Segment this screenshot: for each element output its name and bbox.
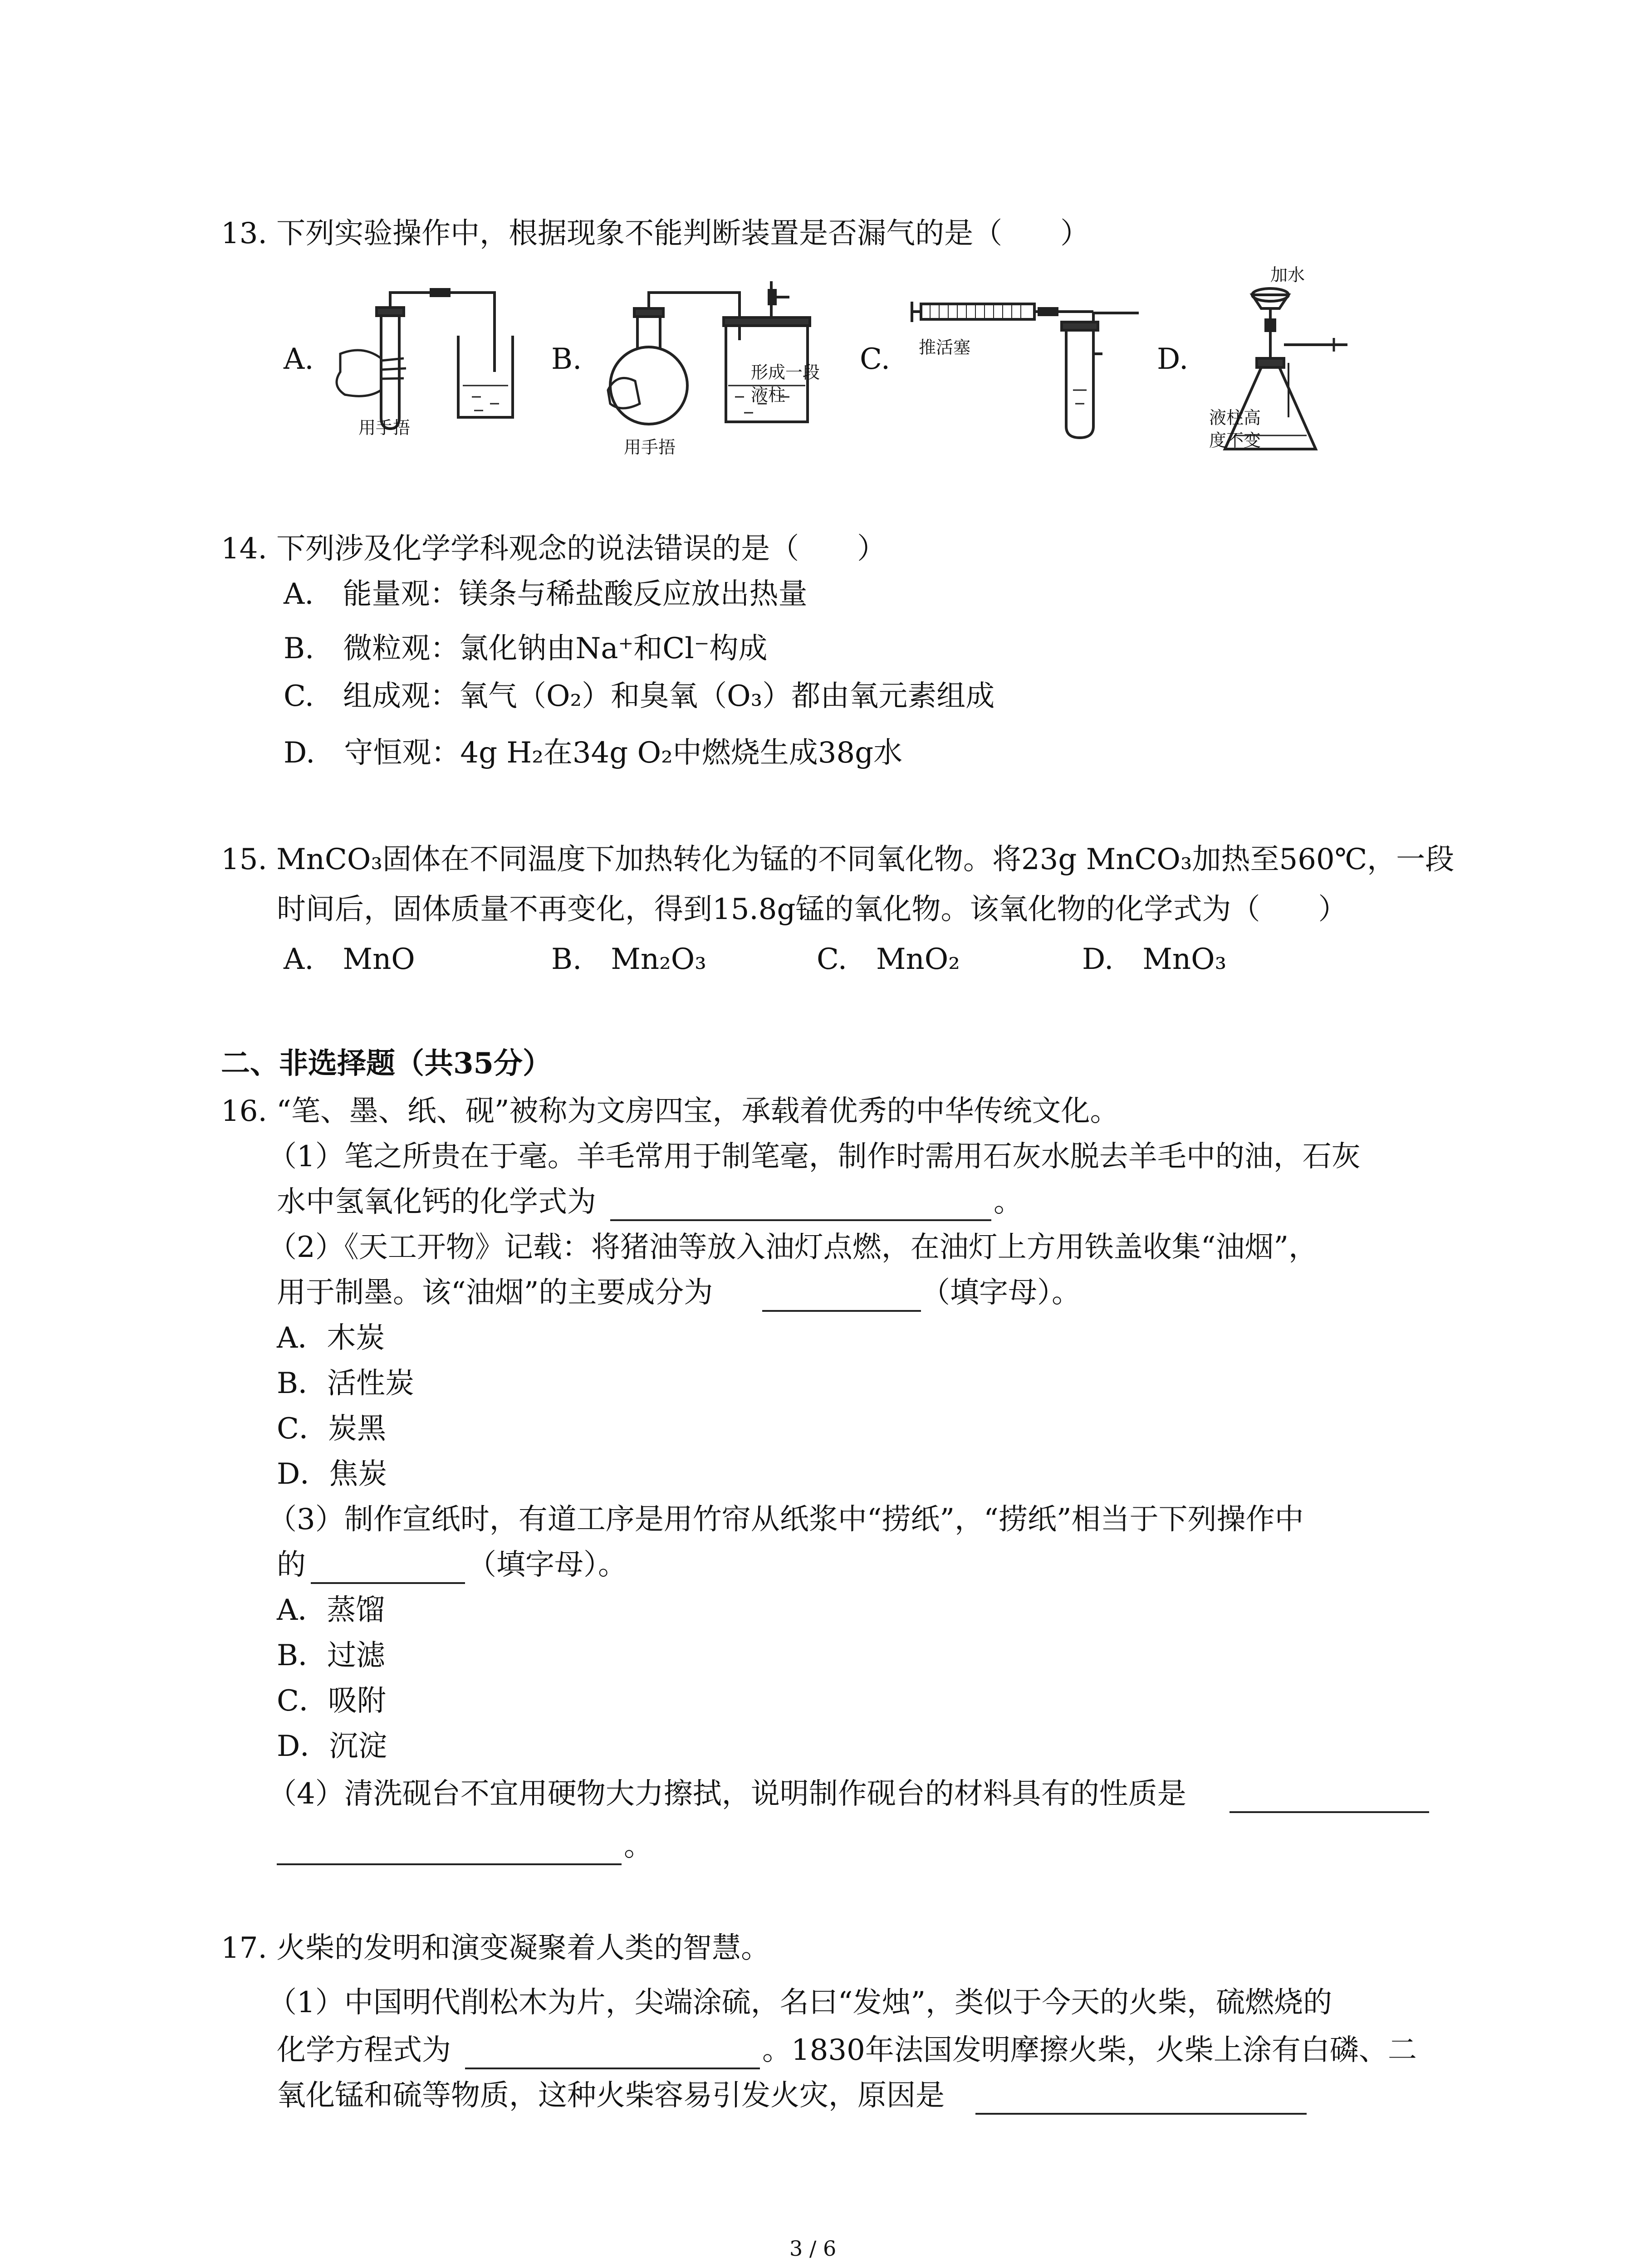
q13-figure-b-note-1: 形成一段 bbox=[751, 362, 820, 382]
q16-part2-option-a: A．木炭 bbox=[277, 1321, 385, 1355]
q13-figure-b-label: 用手捂 bbox=[624, 437, 676, 457]
q16-part2-end: （填字母）。 bbox=[921, 1276, 1081, 1310]
q16-part4-end: 。 bbox=[624, 1829, 653, 1863]
q16-part1-end: 。 bbox=[994, 1185, 1023, 1219]
q14-option-c: C. 组成观：氧气（O₂）和臭氧（O₃）都由氧元素组成 bbox=[284, 679, 995, 713]
page-number: 3 / 6 bbox=[789, 2236, 837, 2261]
q17-part1-answer-blank-1[interactable] bbox=[465, 2068, 760, 2069]
q16-part3-option-b: B．过滤 bbox=[277, 1639, 386, 1672]
q16-part3-line-1: （3）制作宣纸时，有道工序是用竹帘从纸浆中“捞纸”，“捞纸”相当于下列操作中 bbox=[268, 1503, 1304, 1536]
q15-option-a: A. MnO bbox=[284, 943, 415, 976]
q16-stem: 16. “笔、墨、纸、砚”被称为文房四宝，承载着优秀的中华传统文化。 bbox=[221, 1095, 1119, 1128]
q13-stem: 13. 下列实验操作中，根据现象不能判断装置是否漏气的是（ ） bbox=[221, 217, 1090, 250]
q16-part2-option-b: B．活性炭 bbox=[277, 1367, 415, 1400]
q13-figure-c-label: 推活塞 bbox=[919, 337, 971, 357]
q16-part2-option-c: C．炭黑 bbox=[277, 1412, 386, 1446]
q13-figure-d-note-2: 度不变 bbox=[1209, 430, 1261, 450]
q14-stem: 14. 下列涉及化学学科观念的说法错误的是（ ） bbox=[221, 532, 887, 566]
q16-part2-answer-blank[interactable] bbox=[762, 1310, 921, 1312]
q17-part1-line-2-end: 。1830年法国发明摩擦火柴，火柴上涂有白磷、二 bbox=[762, 2033, 1417, 2067]
q13-option-c: C. bbox=[860, 342, 891, 376]
q16-part3-option-a: A．蒸馏 bbox=[277, 1593, 385, 1627]
q13-figure-d-note-1: 液柱高 bbox=[1209, 408, 1261, 428]
q13-figure-d-top-label: 加水 bbox=[1270, 265, 1305, 285]
q16-part2-line-2: 用于制墨。该“油烟”的主要成分为 bbox=[277, 1276, 713, 1310]
q16-part3-option-d: D．沉淀 bbox=[277, 1730, 387, 1763]
q16-part4-answer-blank-2[interactable] bbox=[277, 1863, 622, 1865]
q16-part1-answer-blank[interactable] bbox=[610, 1219, 991, 1221]
q16-part3-line-2: 的 bbox=[277, 1548, 306, 1582]
q13-figure-a-label: 用手捂 bbox=[358, 418, 411, 438]
q13-option-b: B. bbox=[551, 342, 582, 376]
q16-part3-answer-blank[interactable] bbox=[311, 1582, 465, 1584]
q15-option-d: D. MnO₃ bbox=[1082, 943, 1227, 976]
q16-part2-option-d: D．焦炭 bbox=[277, 1457, 387, 1491]
q13-figure-c bbox=[912, 290, 1148, 445]
q16-part4-answer-blank-1[interactable] bbox=[1230, 1811, 1429, 1813]
q14-option-a: A. 能量观：镁条与稀盐酸反应放出热量 bbox=[284, 577, 808, 611]
q15-stem-line-1: 15. MnCO₃固体在不同温度下加热转化为锰的不同氧化物。将23g MnCO₃加热至560℃，一段 bbox=[221, 843, 1455, 876]
q14-option-b: B. 微粒观：氯化钠由Na⁺和Cl⁻构成 bbox=[284, 632, 768, 665]
q14-option-d: D. 守恒观：4g H₂在34g O₂中燃烧生成38g水 bbox=[284, 736, 903, 770]
q16-part1-line-1: （1）笔之所贵在于毫。羊毛常用于制笔毫，制作时需用石灰水脱去羊毛中的油，石灰 bbox=[268, 1140, 1361, 1173]
q17-stem: 17. 火柴的发明和演变凝聚着人类的智慧。 bbox=[221, 1931, 770, 1965]
q13-option-d: D. bbox=[1157, 342, 1189, 376]
q17-part1-line-2-start: 化学方程式为 bbox=[277, 2033, 451, 2067]
q16-part2-line-1: （2）《天工开物》记载：将猪油等放入油灯点燃，在油灯上方用铁盖收集“油烟”， bbox=[268, 1231, 1318, 1264]
section-title: 二、非选择题（共35分） bbox=[221, 1046, 552, 1080]
q15-option-c: C. MnO₂ bbox=[817, 943, 960, 976]
q16-part3-end: （填字母）。 bbox=[467, 1548, 627, 1582]
q15-option-b: B. Mn₂O₃ bbox=[551, 943, 706, 976]
q13-figure-b-note-2: 液柱 bbox=[751, 385, 786, 405]
q16-part3-option-c: C．吸附 bbox=[277, 1684, 386, 1718]
q17-part1-line-3: 氧化锰和硫等物质，这种火柴容易引发火灾，原因是 bbox=[277, 2079, 945, 2112]
q17-part1-line-1: （1）中国明代削松木为片，尖端涂硫，名曰“发烛”，类似于今天的火柴，硫燃烧的 bbox=[268, 1986, 1332, 2019]
q13-option-a: A. bbox=[284, 342, 314, 376]
q17-part1-answer-blank-2[interactable] bbox=[975, 2113, 1307, 2115]
q13-figure-a bbox=[313, 281, 513, 445]
q16-part1-line-2: 水中氢氧化钙的化学式为 bbox=[277, 1185, 596, 1219]
q16-part4-line-1: （4）清洗砚台不宜用硬物大力擦拭，说明制作砚台的材料具有的性质是 bbox=[268, 1777, 1186, 1811]
q15-stem-line-2: 时间后，固体质量不再变化，得到15.8g锰的氧化物。该氧化物的化学式为（ ） bbox=[277, 893, 1347, 926]
